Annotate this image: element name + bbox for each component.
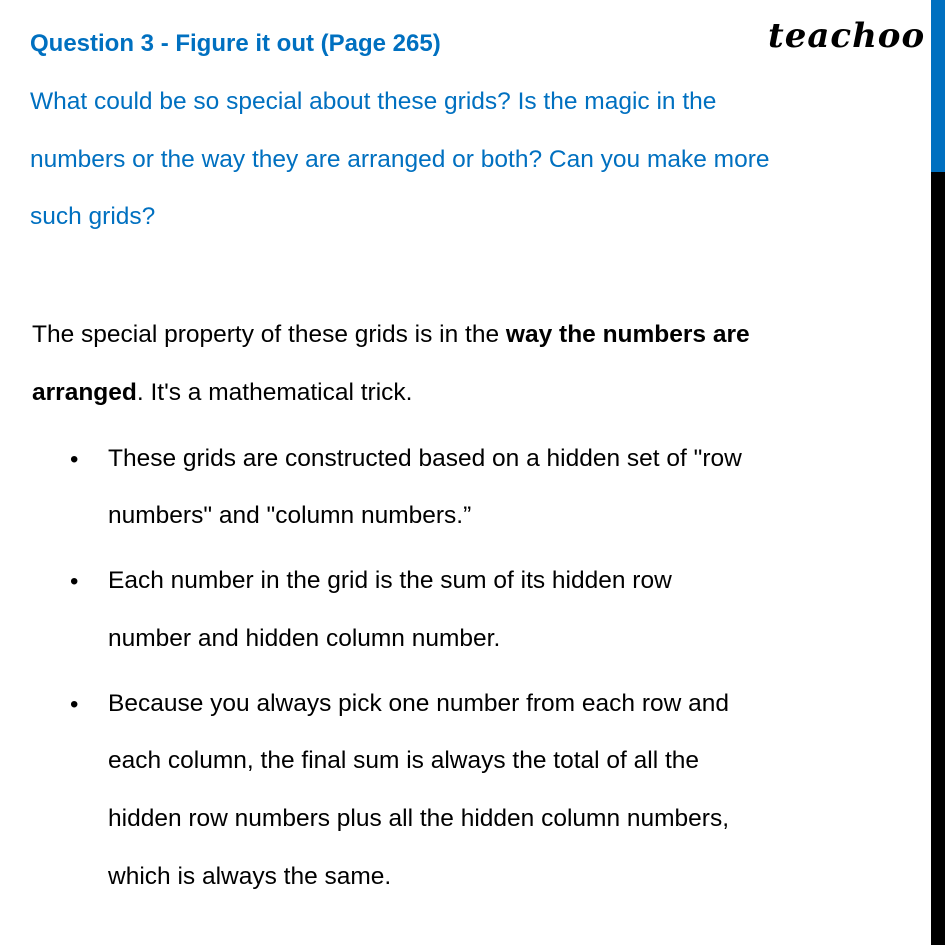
answer-bold: arranged: [32, 379, 137, 406]
bullet-line: hidden row numbers plus all the hidden column numbers,: [108, 805, 730, 832]
answer-text: . It's a mathematical trick.: [136, 379, 413, 406]
question-line: numbers or the way they are arranged or both? Can you make more: [30, 146, 770, 173]
bullet-line: which is always the same.: [108, 863, 392, 890]
teachoo-logo: teachoo: [768, 16, 926, 56]
bullet-line: These grids are constructed based on a hidden set of "row: [108, 445, 742, 472]
bullet-line: Each number in the grid is the sum of its hidden row: [108, 567, 672, 594]
bullet-line: each column, the final sum is always the total of all the: [108, 747, 700, 774]
side-dark-bar: [931, 172, 945, 945]
answer-text: The special property of these grids is in the: [32, 321, 506, 348]
bullet-icon: •: [70, 446, 79, 473]
question-line: What could be so special about these grids? Is the magic in the: [30, 88, 717, 115]
bullet-icon: •: [70, 568, 79, 595]
question-line: such grids?: [30, 203, 156, 230]
answer-line-1: [32, 321, 750, 349]
question-title: Question 3 - Figure it out (Page 265): [30, 30, 441, 57]
bullet-icon: •: [70, 691, 79, 718]
bullet-line: Because you always pick one number from each row and: [108, 690, 729, 717]
bullet-line: numbers" and "column numbers.”: [108, 502, 472, 529]
answer-line-2: [32, 379, 412, 407]
answer-bold: way the numbers are: [505, 321, 750, 348]
bullet-line: number and hidden column number.: [108, 625, 501, 652]
side-accent-bar: [931, 0, 945, 172]
